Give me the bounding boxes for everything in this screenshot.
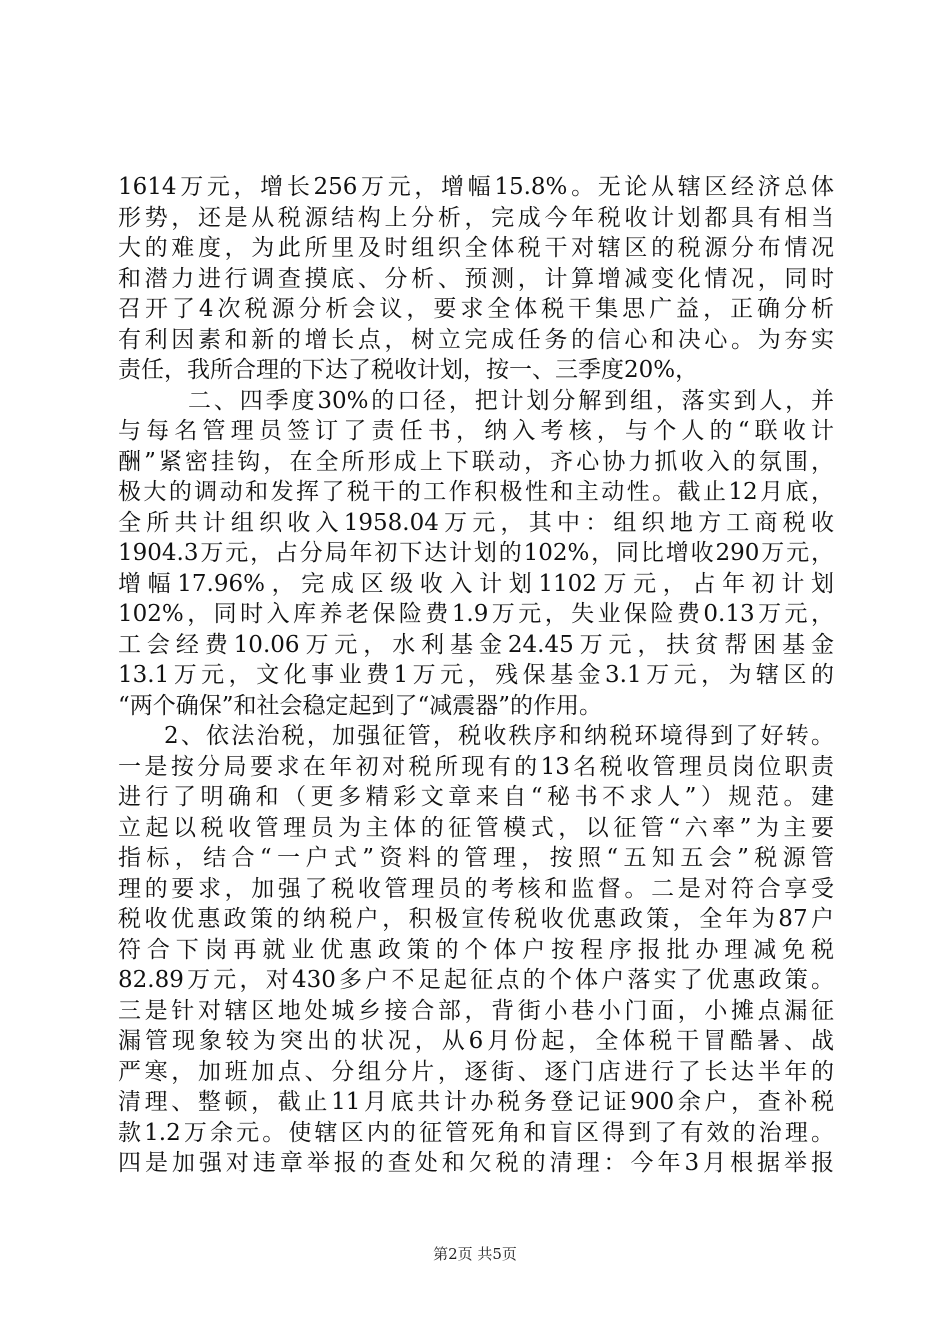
text-line: 指标，结合“一户式”资料的管理，按照“五知五会”税源管 (118, 845, 834, 871)
text-line: 形势，还是从税源结构上分析，完成今年税收计划都具有相当 (118, 204, 834, 231)
text-line: 2、依法治税，加强征管，税收秩序和纳税环境得到了好转。 (164, 723, 834, 749)
text-line: 有利因素和新的增长点，树立完成任务的信心和决心。为夯实 (118, 326, 834, 353)
text-line: 召开了4次税源分析会议，要求全体税干集思广益，正确分析 (118, 296, 834, 322)
text-line: 102%，同时入库养老保险费1.9万元，失业保险费0.13万元， (118, 601, 834, 627)
text-line: 13.1万元，文化事业费1万元，残保基金3.1万元，为辖区的 (118, 662, 834, 688)
text-line: 四是加强对违章举报的查处和欠税的清理：今年3月根据举报 (118, 1150, 834, 1176)
text-line: 增幅17.96%，完成区级收入计划1102万元，占年初计划 (118, 570, 834, 597)
text-line: 进行了明确和（更多精彩文章来自“秘书不求人”）规范。建 (118, 784, 834, 810)
text-line: 全所共计组织收入1958.04万元，其中：组织地方工商税收 (118, 509, 834, 536)
text-line: 漏管现象较为突出的状况，从6月份起，全体税干冒酷暑、战 (118, 1028, 834, 1054)
text-line: 82.89万元，对430多户不足起征点的个体户落实了优惠政策。 (118, 967, 834, 993)
text-line: 税收优惠政策的纳税户，积极宣传税收优惠政策，全年为87户 (118, 906, 834, 932)
text-line: 款1.2万余元。使辖区内的征管死角和盲区得到了有效的治理。 (118, 1119, 834, 1146)
text-line: 符合下岗再就业优惠政策的个体户按程序报批办理减免税 (118, 936, 834, 963)
text-line: 大的难度，为此所里及时组织全体税干对辖区的税源分布情况 (118, 235, 834, 261)
text-line: 1614万元，增长256万元，增幅15.8%。无论从辖区经济总体 (118, 174, 834, 200)
text-line: 酬”紧密挂钩，在全所形成上下联动，齐心协力抓收入的氛围， (118, 448, 834, 475)
text-line: 工会经费10.06万元，水利基金24.45万元，扶贫帮困基金 (118, 631, 834, 658)
text-line: 与每名管理员签订了责任书，纳入考核，与个人的“联收计 (118, 418, 834, 444)
page-number: 第2页 共5页 (433, 1245, 517, 1263)
text-line: 清理、整顿，截止11月底共计办税务登记证900余户，查补税 (118, 1089, 834, 1115)
text-line: 和潜力进行调查摸底、分析、预测，计算增减变化情况，同时 (118, 265, 834, 292)
text-line: “两个确保”和社会稳定起到了“减震器”的作用。 (118, 692, 603, 719)
text-line: 1904.3万元，占分局年初下达计划的102%，同比增收290万元， (118, 540, 834, 566)
text-line: 立起以税收管理员为主体的征管模式，以征管“六率”为主要 (118, 814, 834, 841)
text-line: 极大的调动和发挥了税干的工作积极性和主动性。截止12月底， (118, 479, 834, 505)
text-line: 三是针对辖区地处城乡接合部，背街小巷小门面，小摊点漏征 (118, 997, 834, 1024)
text-line: 一是按分局要求在年初对税所现有的13名税收管理员岗位职责 (118, 753, 834, 780)
text-line: 责任，我所合理的下达了税收计划，按一、三季度20%， (118, 357, 699, 383)
body-text (118, 172, 834, 1179)
text-line: 二、四季度30%的口径，把计划分解到组，落实到人，并 (188, 387, 834, 414)
text-line: 严寒，加班加点、分组分片，逐街、逐门店进行了长达半年的 (118, 1058, 834, 1085)
text-line: 理的要求，加强了税收管理员的考核和监督。二是对符合享受 (118, 875, 834, 902)
